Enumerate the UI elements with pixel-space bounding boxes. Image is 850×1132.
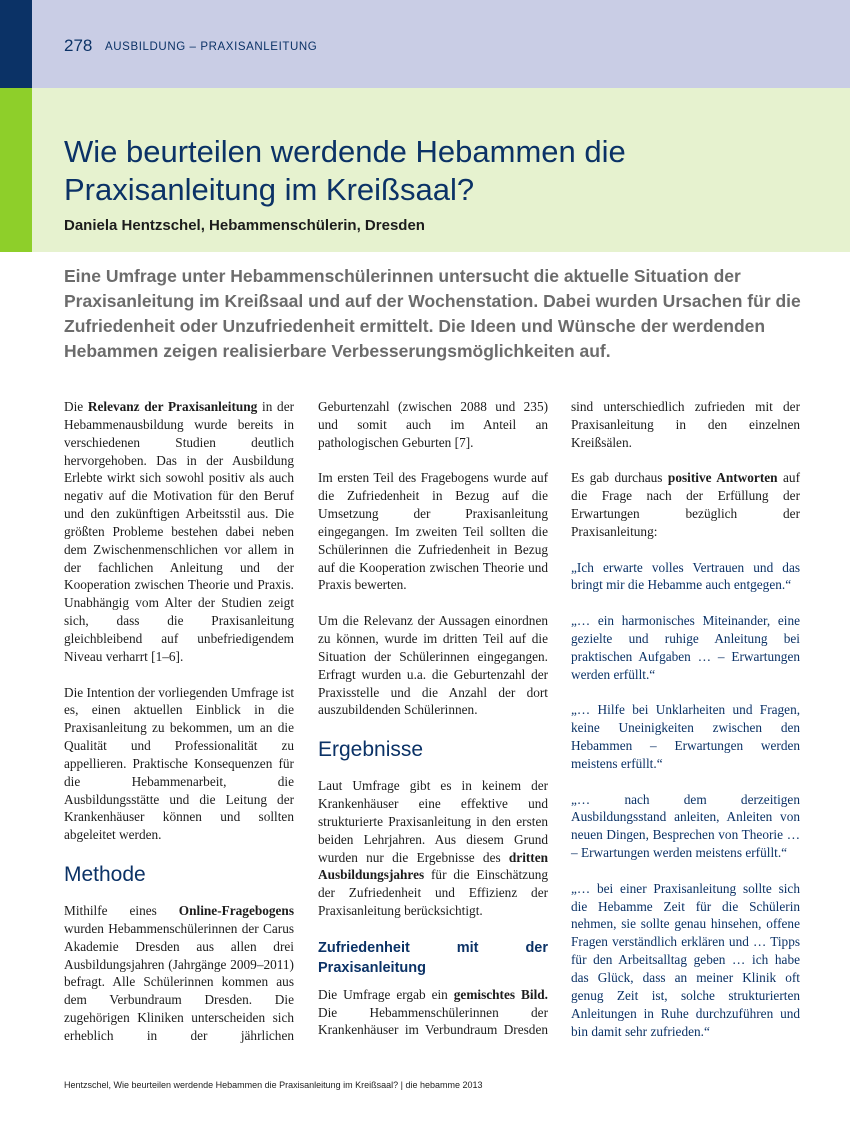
quote-1: „Ich erwarte volles Vertrauen und das bringt mir die Hebamme auch entgegen.“ (571, 559, 801, 593)
column-2 (318, 398, 548, 1039)
title-accent-bar (0, 88, 32, 252)
page-number: 278 (64, 36, 93, 55)
article-author: Daniela Hentzschel, Hebammenschülerin, Dresden (64, 217, 425, 234)
heading-methode: Methode (64, 863, 146, 887)
article-title: Wie beurteilen werdende Hebammen die Praxisanleitung im Kreißsaal? (64, 134, 626, 207)
heading-ergebnisse: Ergebnisse (318, 738, 424, 762)
intro-paragraph: Die Relevanz der Praxisanleitung in der Hebammenausbildung wurde bereits in verschiedenen Studien deutlich hervorgehoben. Das in der Ausbildung Erlebte wirkt sich sowohl positiv als auch negativ auf die Motivation für den Beruf und den zukünftigen Arbeitsstil aus. Die größten Probleme bestehen dabei neben dem Zwischenmenschlichen vor allem in der fachlichen Anleitung und der Kooperation zwischen Theorie und Praxis. Unabhängig vom Alter der Studien zeigt sich, dass die Praxisanleitung gleichbleibend auf unbefriedigendem Niveau verharrt [1–6]. (64, 399, 295, 664)
births-paragraph: Geburtenzahl (zwischen 2088 und 235) und somit auch im Anteil an pathologischen Geburten [7]. (318, 399, 549, 450)
page-footer: Hentzschel, Wie beurteilen werdende Hebammen die Praxisanleitung im Kreißsaal? | die hebamme 2013 (64, 1080, 483, 1090)
intention-paragraph: Die Intention der vorliegenden Umfrage ist es, einen aktuellen Einblick in die Praxisanleitung zu bekommen, um an die Qualität und Professionalität zu appellieren. Praktische Konsequenzen für die Hebammenarbeit, die Ausbildungsstätte und die Leitung der Krankenhäuser können und sollten abgeleitet werden. (64, 684, 295, 843)
positive-answers-paragraph: Es gab durchaus positive Antworten auf die Frage nach der Erfüllung der Erwartungen bezüglich der Praxisanleitung: (571, 470, 801, 539)
quote-4: „… nach dem derzeitigen Ausbildungsstand anleiten, Anleiten von neuen Dingen, Besprechen von Theorie … – Erwartungen werden meistens erfüllt.“ (571, 791, 800, 861)
quote-3: „… Hilfe bei Unklarheiten und Fragen, keine Uneinigkeiten zwischen den Hebammen – Erwartungen werden meistens erfüllt.“ (571, 702, 801, 771)
results-paragraph: Laut Umfrage gibt es in keinem der Krankenhäuser eine effektive und strukturierte Praxisanleitung in den ersten beiden Lehrjahren. Aus diesem Grund wurden nur die Ergebnisse des dritten Ausbildungsjahres für die Einschätzung der Zufriedenheit und Effizienz der Praxisanleitung berücksichtigt. (318, 778, 549, 919)
section-label: AUSBILDUNG – PRAXISANLEITUNG (105, 41, 318, 53)
column-3 (571, 398, 800, 1040)
satisfaction-paragraph: sind unterschiedlich zufrieden mit der Praxisanleitung in den einzelnen Kreißsälen. (571, 399, 801, 450)
quote-2: „… ein harmonisches Miteinander, eine gezielte und ruhige Anleitung bei praktischen Aufgaben … – Erwartungen werden erfüllt.“ (571, 613, 801, 682)
header-accent-bar (0, 0, 32, 88)
relevance-paragraph: Um die Relevanz der Aussagen einordnen zu können, wurde im dritten Teil auf die Situation der Schülerinnen eingegangen. Erfragt wurden u.a. die Geburtenzahl der Praxisstelle und die Anzahl der dort auszubildenden Schülerinnen. (318, 613, 549, 718)
quote-5: „… bei einer Praxisanleitung sollte sich die Hebamme Zeit für die Schülerin nehmen, sie sollte genau hinsehen, offene Fragen verständlich erklären und … Tipps für den Arbeitsalltag geben … ich habe das Glück, dass an meiner Klinik oft genug Zeit ist, solche strukturierten Anleitungen in Ruhe durchzuführen und bin damit sehr zufrieden.“ (571, 880, 801, 1039)
method-paragraph: Mithilfe eines Online-Fragebogens wurden Hebammenschülerinnen der Carus Akademie Dresden aus allen drei Ausbildungsjahren (Jahrgänge 2009–2011) befragt. Alle Schülerinnen kommen aus dem Verbundraum Dresden. Die zugehörigen Kliniken unterscheiden sich erheblich in der jährlichen (64, 903, 295, 1043)
questionnaire-paragraph: Im ersten Teil des Fragebogens wurde auf die Zufriedenheit in Bezug auf die Umsetzung der Praxisanleitung eingegangen. Im zweiten Teil sollten die Schülerinnen die Zufriedenheit in Bezug auf die Kooperation zwischen Theorie und Praxis bewerten. (318, 470, 549, 593)
article-abstract: Eine Umfrage unter Hebammenschülerinnen untersucht die aktuelle Situation der Praxisanleitung im Kreißsaal und auf der Wochenstation. Dabei wurden Ursachen für die Zufriedenheit oder Unzufriedenheit ermittelt. Die Ideen und Wünsche der werdenden Hebammen zeigen realisierbare Verbesserungsmöglichkeiten auf. (64, 266, 801, 361)
mixed-picture-paragraph: Die Umfrage ergab ein gemischtes Bild. Die Hebammenschülerinnen der Krankenhäuser im Verbundraum Dresden (318, 986, 549, 1038)
column-1 (64, 398, 294, 1045)
subheading-zufriedenheit: Zufriedenheit mit der Praxisanleitung (318, 939, 549, 976)
